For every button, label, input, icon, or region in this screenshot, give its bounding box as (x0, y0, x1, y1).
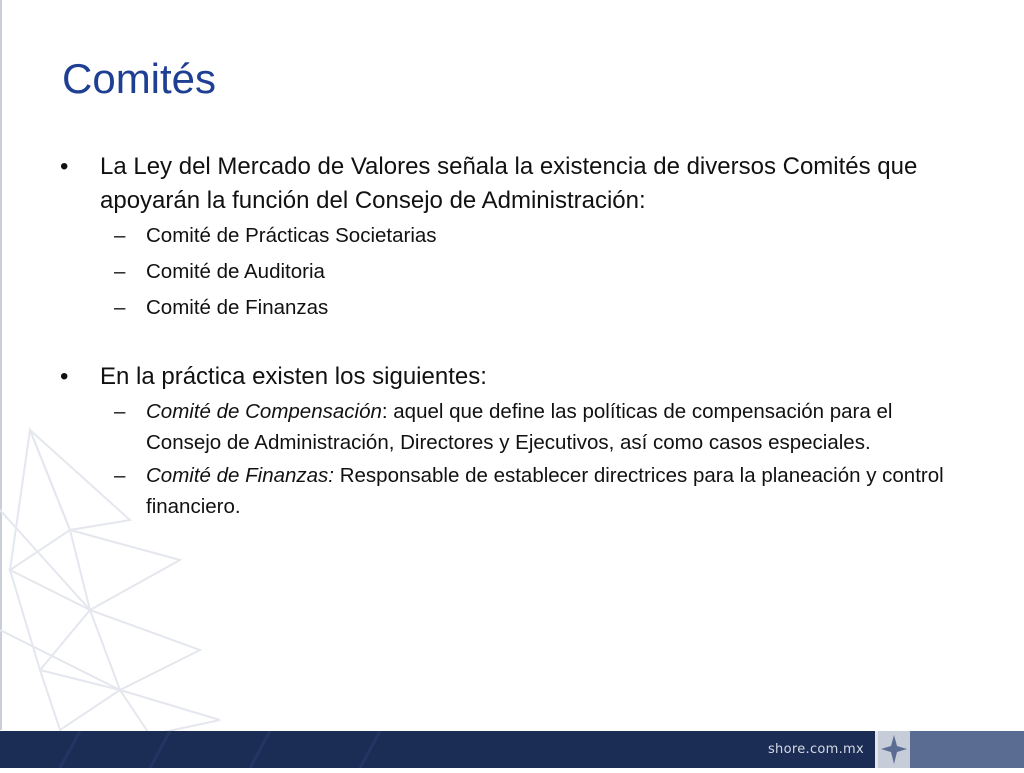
dash-marker: – (114, 296, 126, 319)
sub-item-compensacion (60, 396, 960, 458)
dash-marker: – (114, 400, 126, 423)
bullet-text: La Ley del Mercado de Valores señala la existencia de diversos Comités que apoyarán la función del Consejo de Administración: (100, 153, 918, 214)
bullet-marker: • (60, 153, 69, 180)
sub-item-term: Comité de Compensación (146, 400, 382, 423)
sub-list-2 (60, 396, 960, 522)
bullet-1 (60, 150, 960, 218)
footer-pattern (0, 731, 860, 768)
sub-item-comite-finanzas (60, 460, 960, 522)
footer-logo-mark (878, 731, 910, 768)
sub-item-practicas (60, 220, 960, 251)
sub-item-text: Comité de Auditoria (146, 260, 325, 283)
sub-item-finanzas (60, 292, 960, 323)
footer-logo-panel (878, 731, 1024, 768)
sub-item-separator: : (381, 400, 388, 423)
sub-item-text: Responsable de establecer directrices para la planeación y control financiero. (146, 464, 944, 518)
dash-marker: – (114, 260, 126, 283)
star-logo-icon (878, 731, 910, 768)
slide-title: Comités (62, 55, 217, 102)
sub-item-term: Comité de Finanzas: (146, 464, 335, 487)
footer-bar (0, 731, 1024, 768)
sub-item-auditoria (60, 256, 960, 287)
sub-item-text: Comité de Prácticas Societarias (146, 224, 437, 247)
sub-list-1 (60, 220, 960, 323)
slide-content (60, 150, 960, 524)
bullet-marker: • (60, 363, 69, 390)
bullet-2 (60, 360, 960, 394)
sub-item-text: Comité de Finanzas (146, 296, 329, 319)
sub-item-text: aquel que define las políticas de compensación para el Consejo de Administración, Directores y Ejecutivos, así como casos especiales. (146, 400, 893, 454)
dash-marker: – (114, 464, 126, 487)
spacer (60, 328, 960, 360)
dash-marker: – (114, 224, 126, 247)
bullet-text: En la práctica existen los siguientes: (100, 363, 487, 390)
footer-site-url[interactable]: shore.com.mx (767, 742, 864, 757)
